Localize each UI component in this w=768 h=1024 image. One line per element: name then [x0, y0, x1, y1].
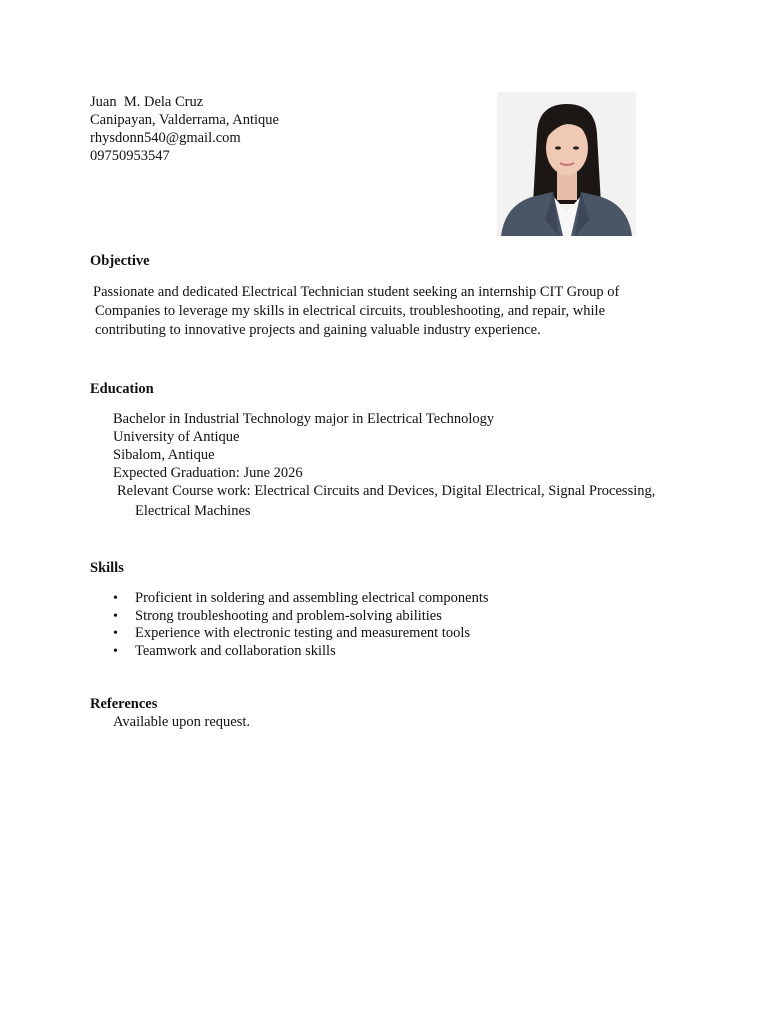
education-graduation: Expected Graduation: June 2026	[113, 465, 303, 481]
objective-line: Passionate and dedicated Electrical Technician student seeking an internship CIT Group of	[93, 284, 620, 300]
skills-list	[113, 590, 489, 660]
objective-line: Companies to leverage my skills in electrical circuits, troubleshooting, and repair, while	[95, 303, 605, 319]
skill-text: Teamwork and collaboration skills	[135, 642, 336, 659]
education-location: Sibalom, Antique	[113, 447, 215, 463]
education-school: University of Antique	[113, 429, 240, 445]
education-heading: Education	[90, 381, 154, 397]
applicant-address: Canipayan, Valderrama, Antique	[90, 112, 279, 128]
portrait-photo-icon	[497, 92, 636, 236]
skill-text: Proficient in soldering and assembling electrical components	[135, 590, 489, 606]
references-heading: References	[90, 696, 158, 712]
bullet-icon: •	[113, 591, 118, 606]
applicant-phone: 09750953547	[90, 148, 170, 164]
objective-text	[93, 283, 663, 340]
education-degree: Bachelor in Industrial Technology major in Electrical Technology	[113, 411, 495, 427]
education-coursework: Relevant Course work: Electrical Circuits and Devices, Digital Electrical, Signal Processing,	[117, 483, 656, 499]
objective-line: contributing to innovative projects and gaining valuable industry experience.	[95, 322, 541, 338]
bullet-icon: •	[113, 608, 118, 624]
list-item	[113, 625, 489, 643]
references-text: Available upon request.	[113, 714, 251, 730]
objective-heading: Objective	[90, 253, 150, 269]
applicant-email: rhysdonn540@gmail.com	[90, 130, 241, 146]
skills-heading: Skills	[90, 560, 124, 576]
profile-photo	[497, 92, 636, 236]
bullet-icon: •	[113, 643, 118, 659]
applicant-name: Juan M. Dela Cruz	[90, 94, 204, 110]
skill-text: Strong troubleshooting and problem-solving abilities	[135, 607, 442, 624]
education-coursework-cont: Electrical Machines	[135, 503, 251, 519]
skill-text: Experience with electronic testing and measurement tools	[135, 625, 470, 642]
education-block	[113, 410, 693, 520]
list-item	[113, 608, 489, 626]
contact-block	[90, 93, 279, 165]
list-item	[113, 590, 489, 608]
list-item	[113, 643, 489, 661]
bullet-icon: •	[113, 626, 118, 642]
